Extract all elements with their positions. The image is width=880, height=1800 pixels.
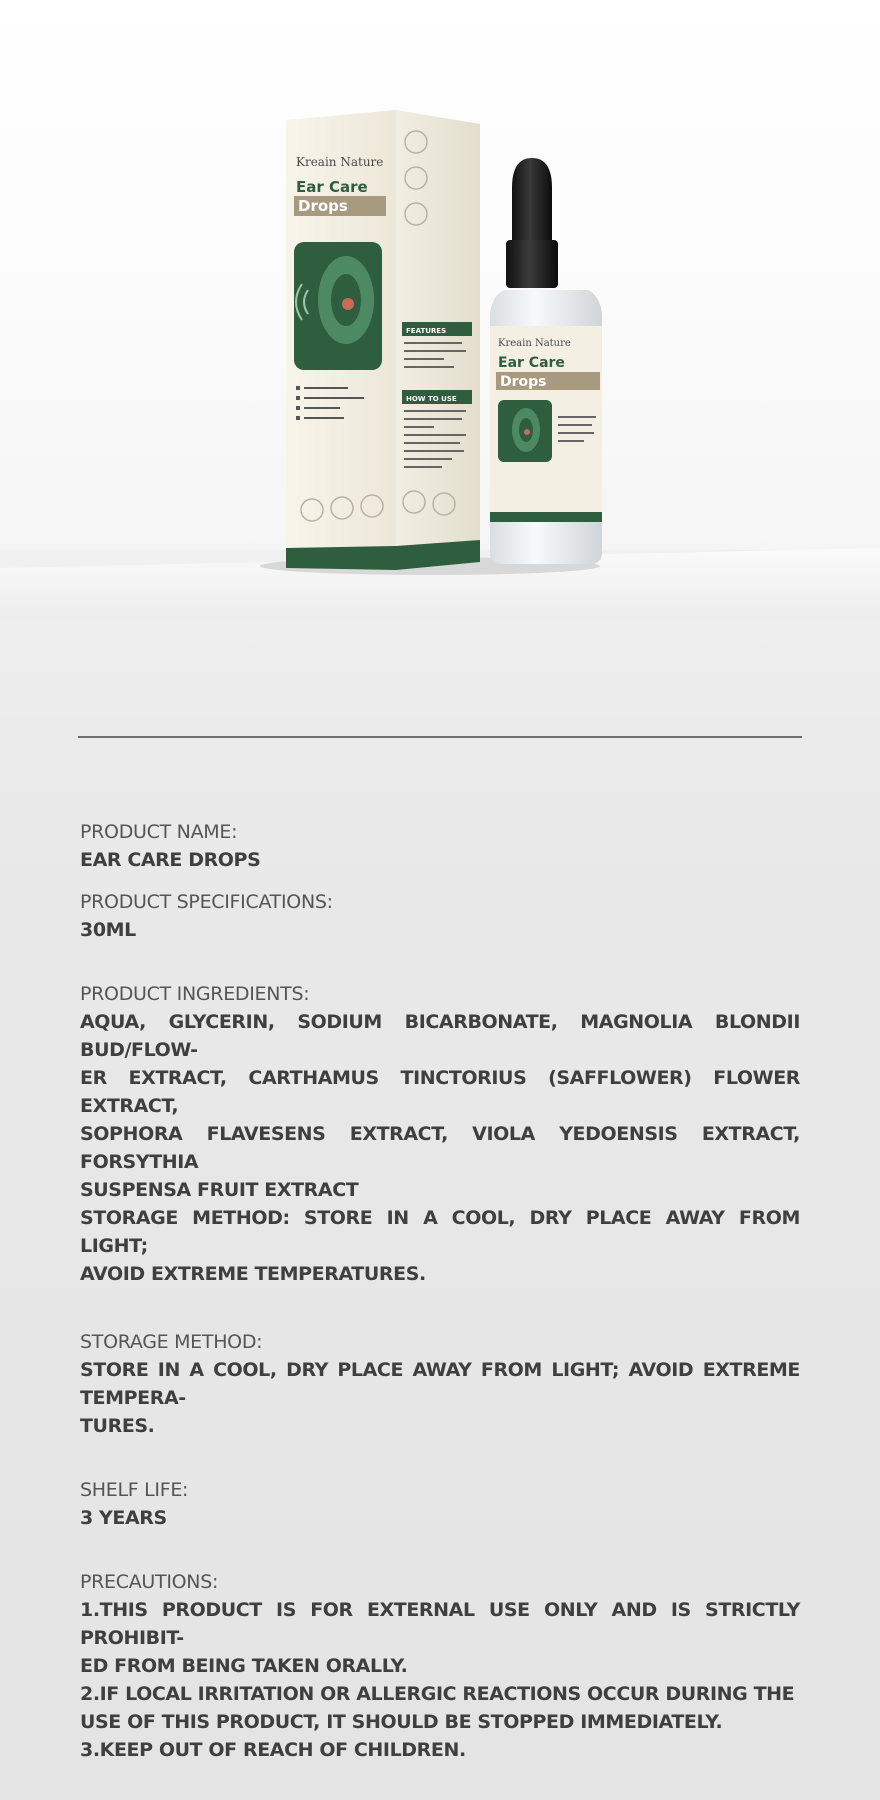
precautions-label: PRECAUTIONS: xyxy=(80,1571,219,1593)
ingredients-line: STORAGE METHOD: STORE IN A COOL, DRY PLACE AWAY FROM LIGHT; xyxy=(80,1207,800,1257)
precautions-line: 1.THIS PRODUCT IS FOR EXTERNAL USE ONLY AND IS STRICTLY PROHIBIT- xyxy=(80,1599,800,1649)
box-features-label: FEATURES xyxy=(406,327,447,335)
ingredients-line: AQUA, GLYCERIN, SODIUM BICARBONATE, MAGNOLIA BLONDII BUD/FLOW- xyxy=(80,1011,800,1061)
product-info xyxy=(80,818,800,1764)
precautions-line: 3.KEEP OUT OF REACH OF CHILDREN. xyxy=(80,1739,466,1761)
box-how-to-use-label: HOW TO USE xyxy=(406,395,457,403)
precautions-line: USE OF THIS PRODUCT, IT SHOULD BE STOPPED IMMEDIATELY. xyxy=(80,1711,723,1733)
section-divider xyxy=(78,736,802,738)
storage-label: STORAGE METHOD: xyxy=(80,1331,263,1353)
precautions-line: 2.IF LOCAL IRRITATION OR ALLERGIC REACTIONS OCCUR DURING THE xyxy=(80,1683,795,1705)
product-bottle xyxy=(490,158,602,564)
ingredients-line: AVOID EXTREME TEMPERATURES. xyxy=(80,1263,426,1285)
bottle-title-line2: Drops xyxy=(500,374,547,390)
storage-line: TURES. xyxy=(80,1415,155,1437)
ingredients-line: SUSPENSA FRUIT EXTRACT xyxy=(80,1179,359,1201)
ingredients-line: ER EXTRACT, CARTHAMUS TINCTORIUS (SAFFLOWER) FLOWER EXTRACT, xyxy=(80,1067,800,1117)
product-name-label: PRODUCT NAME: xyxy=(80,821,238,843)
specifications-label: PRODUCT SPECIFICATIONS: xyxy=(80,891,333,913)
shelf-life-value: 3 YEARS xyxy=(80,1507,167,1529)
product-name-value: EAR CARE DROPS xyxy=(80,849,261,871)
box-title-line1: Ear Care xyxy=(296,178,368,196)
shelf-life-label: SHELF LIFE: xyxy=(80,1479,189,1501)
box-title-line2: Drops xyxy=(298,197,348,215)
bottle-title-line1: Ear Care xyxy=(498,355,565,371)
specifications-value: 30ML xyxy=(80,919,136,941)
product-box xyxy=(286,110,480,570)
precautions-line: ED FROM BEING TAKEN ORALLY. xyxy=(80,1655,408,1677)
box-brand-text: Kreain Nature xyxy=(296,155,384,169)
ingredients-label: PRODUCT INGREDIENTS: xyxy=(80,983,310,1005)
bottle-brand-text: Kreain Nature xyxy=(498,338,571,349)
product-image xyxy=(250,100,620,580)
storage-line: STORE IN A COOL, DRY PLACE AWAY FROM LIGHT; AVOID EXTREME TEMPERA- xyxy=(80,1359,800,1409)
ingredients-line: SOPHORA FLAVESENS EXTRACT, VIOLA YEDOENSIS EXTRACT, FORSYTHIA xyxy=(80,1123,800,1173)
